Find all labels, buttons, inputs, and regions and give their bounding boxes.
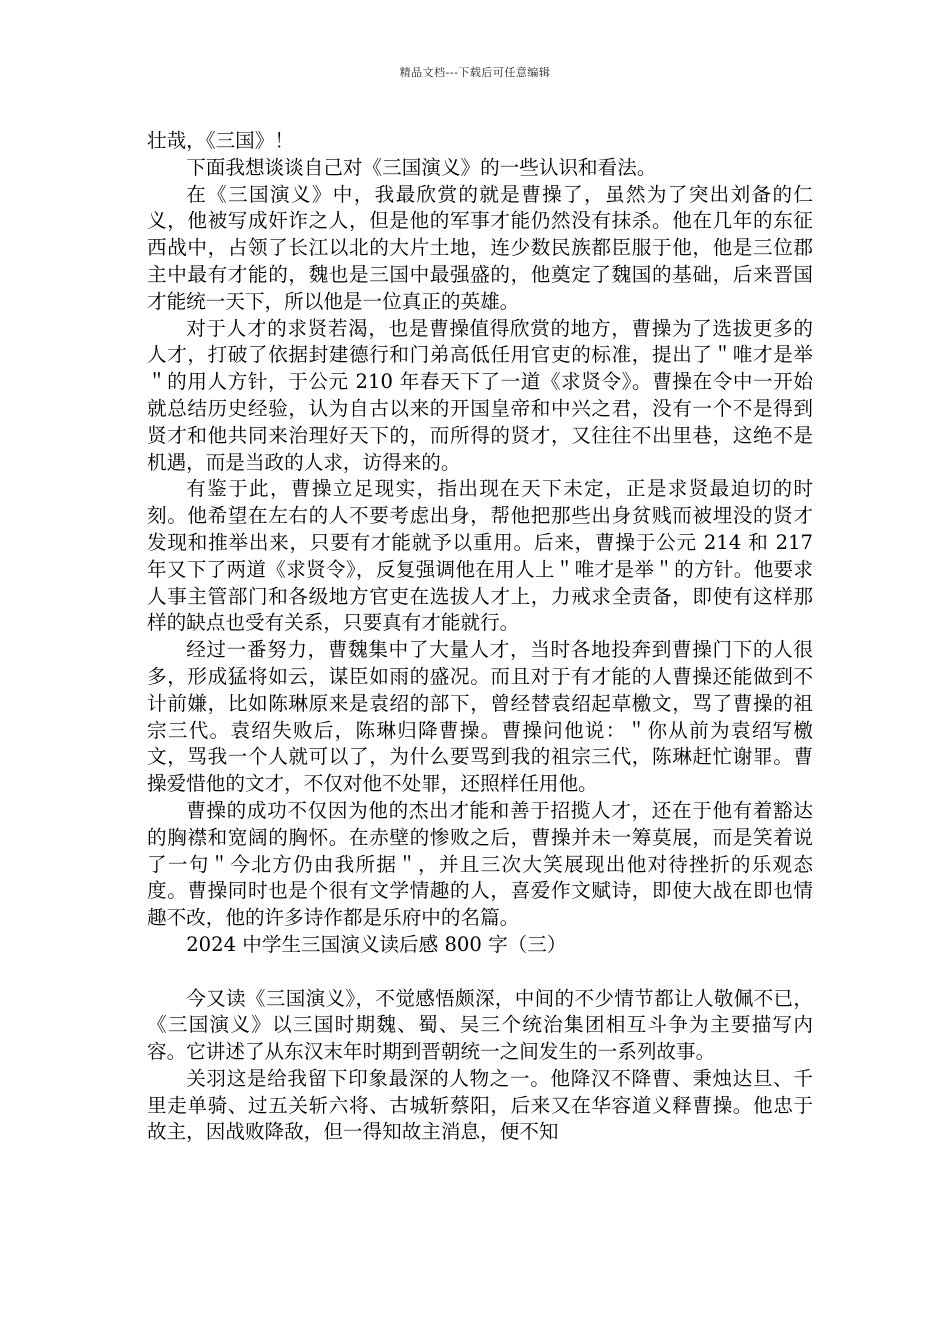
page-header: 精品文档---下载后可任意编辑 (399, 66, 551, 79)
blank-line (147, 959, 813, 986)
paragraph: 经过一番努力，曹魏集中了大量人才，当时各地投奔到曹操门下的人很多，形成猛将如云，谋臣如雨的盛况。而且对于有才能的人曹操还能做到不计前嫌，比如陈琳原来是袁绍的部下，曾经替袁绍起草檄文，骂了曹操的祖宗三代。袁绍失败后，陈琳归降曹操。曹操问他说：＂你从前为袁绍写檄文，骂我一个人就可以了，为什么要骂到我的祖宗三代，陈琳赶忙谢罪。曹操爱惜他的文才，不仅对他不处罪，还照样任用他。 (147, 638, 813, 796)
paragraph: 在《三国演义》中，我最欣赏的就是曹操了，虽然为了突出刘备的仁义，他被写成奸诈之人，但是他的军事才能仍然没有抹杀。他在几年的东征西战中，占领了长江以北的大片土地，连少数民族都臣服于他，他是三位郡主中最有才能的，魏也是三国中最强盛的，他奠定了魏国的基础，后来晋国才能统一天下，所以他是一位真正的英雄。 (147, 182, 813, 313)
section-heading: 2024 中学生三国演义读后感 800 字（三） (186, 932, 567, 956)
paragraph: 对于人才的求贤若渴，也是曹操值得欣赏的地方，曹操为了选拔更多的人才，打破了依据封建德行和门弟高低任用官吏的标准，提出了＂唯才是举＂的用人方针，于公元 210 年春天下了一道《求贤令》。曹操在令中一开始就总结历史经验，认为自古以来的开国皇帝和中兴之君，没有一个不是得到贤才和他共同来治理好天下的，而所得的贤才，又往往不出里巷，这绝不是机遇，而是当政的人求，访得来的。 (147, 316, 813, 474)
paragraph: 关羽这是给我留下印象最深的人物之一。他降汉不降曹、秉烛达旦、千里走单骑、过五关斩六将、古城斩蔡阳，后来又在华容道义释曹操。他忠于故主，因战败降敌，但一得知故主消息，便不知 (147, 1066, 813, 1144)
paragraph: 今又读《三国演义》，不觉感悟颇深，中间的不少情节都让人敬佩不已，《三国演义》以三国时期魏、蜀、吴三个统治集团相互斗争为主要描写内容。它讲述了从东汉末年时期到晋朝统一之间发生的一系列故事。 (147, 986, 813, 1064)
document-body (147, 128, 813, 1146)
paragraph: 曹操的成功不仅因为他的杰出才能和善于招揽人才，还在于他有着豁达的胸襟和宽阔的胸怀。在赤壁的惨败之后，曹操并未一筹莫展，而是笑着说了一句＂今北方仍由我所据＂，并且三次大笑展现出他对待挫折的乐观态度。曹操同时也是个很有文学情趣的人，喜爱作文赋诗，即使大战在即也情趣不改，他的许多诗作都是乐府中的名篇。 (147, 798, 813, 930)
paragraph: 壮哉，《三国》！ (147, 129, 294, 152)
paragraph: 有鉴于此，曹操立足现实，指出现在天下未定，正是求贤最迫切的时刻。他希望在左右的人不要考虑出身，帮他把那些出身贫贱而被埋没的贤才发现和推举出来，只要有才能就予以重用。后来，曹操于公元 214 和 217 年又下了两道《求贤令》，反复强调他在用人上＂唯才是举＂的方针。他要求人事主管部门和各级地方官吏在选拔人才上，力戒求全责备，即使有这样那样的缺点也受有关系，只要真有才能就行。 (147, 477, 813, 635)
paragraph: 下面我想谈谈自己对《三国演义》的一些认识和看法。 (186, 155, 657, 179)
